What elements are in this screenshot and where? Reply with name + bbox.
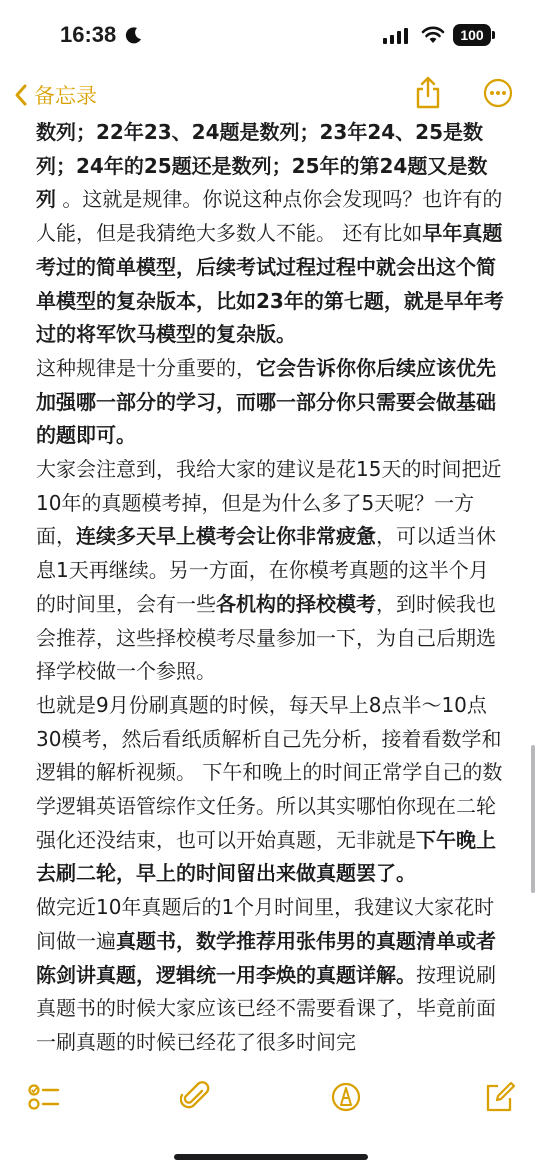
markup-pen-icon [330,1080,362,1114]
share-button[interactable] [414,76,442,114]
paperclip-icon [180,1080,210,1114]
note-text: 按理说刷真题书的时候大家应该已经不需要看课了，毕竟前面一刷真题的时候已经花了很多时间完 [36,962,496,1054]
markup-button[interactable] [330,1080,362,1118]
note-text: ，可以适当休息1天再继续。另一方面，在你模考真题的这半个月的时间里，会有一些 [36,524,496,616]
status-time: 16:38 [60,22,117,47]
note-paragraph [36,453,506,689]
note-text: 。这就是规律。你说这种点你会发现吗？也许有的人能，但是我猜绝大多数人不能。 还有比如 [36,187,503,246]
wifi-icon [421,26,445,44]
note-paragraph [36,689,506,891]
note-text: 也就是9月份刷真题的时候，每天早上8点半～10点30模考，然后看纸质解析自己先分析，接着看数学和逻辑的解析视频。 下午和晚上的时间正常学自己的数学逻辑英语管综作文任务。所以其实哪怕你现在二轮强化还没结束，也可以开始真题，无非就是 [36,692,503,852]
note-text-bold: 各机构的择校模考 [216,591,376,616]
more-button[interactable] [483,78,513,112]
note-paragraph [36,352,506,453]
back-button[interactable] [14,80,97,110]
note-paragraph [36,891,506,1060]
checklist-button[interactable] [28,1080,60,1118]
note-paragraphs [36,116,506,1060]
back-label: 备忘录 [34,84,97,108]
note-text-bold: 真题书，数学推荐用张伟男的真题清单或者陈剑讲真题，逻辑统一用李焕的真题详解。 [36,928,496,987]
note-text: 做完近10年真题后的1个月时间里，我建议大家花时间做一遍 [36,895,495,953]
chevron-left-icon [14,83,28,107]
battery-indicator: 100 [453,24,491,46]
checklist-icon [28,1080,60,1114]
note-text-bold: 它会告诉你你后续应该优先加强哪一部分的学习，而哪一部分你只需要会做基础的题即可。 [36,355,496,448]
attach-button[interactable] [180,1080,210,1118]
note-text-bold: 连续多天早上模考会让你非常疲惫 [76,524,376,549]
bottom-toolbar [0,1080,540,1140]
compose-icon [484,1080,516,1114]
note-text: 这种规律是十分重要的， [36,355,256,380]
note-text-bold: 下午晚上去刷二轮，早上的时间留出来做真题罢了。 [36,827,496,886]
home-indicator [174,1154,368,1160]
note-paragraph [36,116,506,352]
battery-tip [492,31,495,39]
moon-icon [125,26,143,44]
note-text: ，到时候我也会推荐，这些择校模考尽量参加一下，为自己后期选择学校做一个参照。 [36,591,496,684]
note-text-bold: 早年真题考过的简单模型，后续考试过程过程中就会出这个简单模型的复杂版本，比如23年的第七题，就是早年考过的将军饮马模型的复杂版。 [36,221,504,347]
scroll-indicator[interactable] [531,745,535,893]
note-text-bold: 数列；22年23、24题是数列；23年24、25是数列；24年的25题还是数列；25年的第24题又是数列 [36,120,488,212]
cellular-signal-icon [383,28,409,44]
share-icon [414,76,442,110]
note-text: 大家会注意到，我给大家的建议是花15天的时间把近10年的真题模考掉，但是为什么多了5天呢？一方面， [36,457,502,549]
status-bar [0,0,540,70]
ellipsis-circle-icon [483,78,513,108]
compose-button[interactable] [484,1080,516,1118]
note-body[interactable] [36,116,506,1060]
